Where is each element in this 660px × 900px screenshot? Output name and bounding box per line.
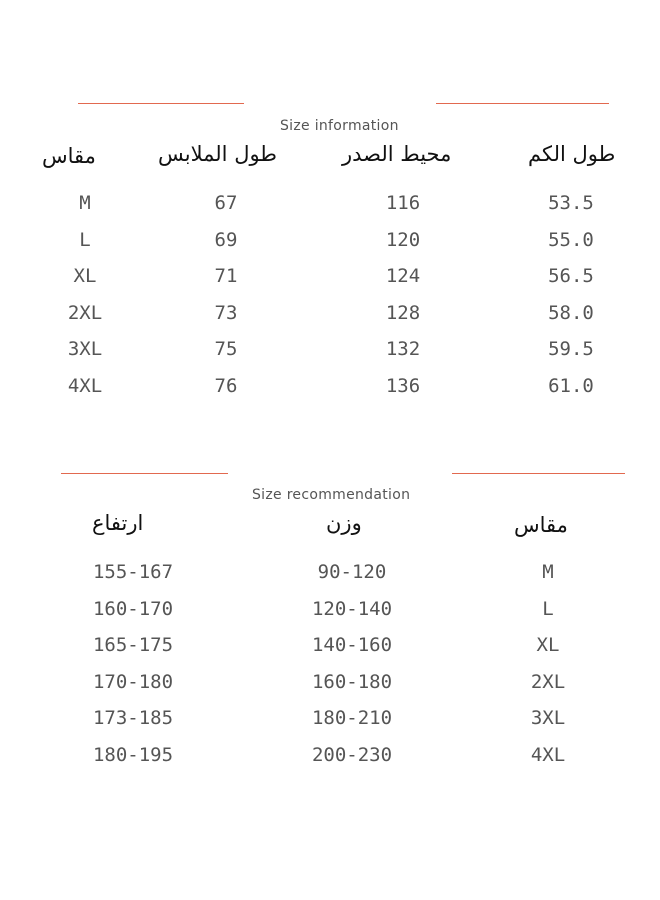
- table-cell: 71: [214, 265, 238, 288]
- table-cell: 3XL: [530, 707, 566, 730]
- table-cell: 136: [385, 375, 421, 397]
- table-cell: 173-185: [92, 707, 174, 730]
- table-cell: 76: [214, 375, 238, 397]
- table-cell: 180-195: [92, 744, 174, 766]
- header-size-2: مقاس: [514, 513, 568, 537]
- header-size: مقاس: [42, 144, 96, 168]
- table-cell: 2XL: [67, 301, 103, 324]
- section2-right-rule: [452, 473, 625, 474]
- table-cell: 124: [385, 265, 421, 288]
- table-cell: XL: [73, 265, 97, 288]
- table-cell: 55.0: [548, 228, 594, 251]
- table-cell: 53.5: [548, 192, 594, 214]
- table-cell: 67: [214, 192, 238, 214]
- table-cell: 59.5: [548, 338, 594, 361]
- header-weight: وزن: [326, 511, 362, 535]
- table-cell: 56.5: [548, 265, 594, 288]
- table-cell: 4XL: [67, 375, 103, 397]
- header-height: ارتفاع: [92, 511, 144, 535]
- table-cell: 140-160: [311, 634, 393, 657]
- size-information-title: Size information: [280, 118, 399, 134]
- table-cell: 160-170: [92, 597, 174, 620]
- table-cell: 69: [214, 228, 238, 251]
- header-chest: محيط الصدر: [342, 142, 452, 166]
- table-cell: 180-210: [311, 707, 393, 730]
- table-cell: 120-140: [311, 597, 393, 620]
- table-cell: XL: [536, 634, 560, 657]
- table-cell: 4XL: [530, 744, 566, 766]
- header-garment-length: طول الملابس: [158, 142, 278, 166]
- table-cell: 170-180: [92, 670, 174, 693]
- table-cell: 61.0: [548, 375, 594, 397]
- table-cell: 75: [214, 338, 238, 361]
- table-cell: 128: [385, 301, 421, 324]
- table-cell: 165-175: [92, 634, 174, 657]
- table-cell: 73: [214, 301, 238, 324]
- section1-right-rule: [436, 103, 609, 104]
- table-cell: 2XL: [530, 670, 566, 693]
- table-cell: 120: [385, 228, 421, 251]
- table-cell: L: [79, 228, 91, 251]
- table-cell: 116: [385, 192, 421, 214]
- table-cell: 200-230: [311, 744, 393, 766]
- table-cell: 160-180: [311, 670, 393, 693]
- table-cell: 132: [385, 338, 421, 361]
- table-cell: 90-120: [317, 561, 387, 583]
- section1-left-rule: [78, 103, 244, 104]
- header-sleeve-length: طول الكم: [528, 142, 616, 166]
- section2-left-rule: [61, 473, 228, 474]
- table-cell: M: [542, 561, 554, 583]
- table-cell: L: [542, 597, 554, 620]
- table-cell: 3XL: [67, 338, 103, 361]
- table-cell: 155-167: [92, 561, 174, 583]
- table-cell: M: [79, 192, 91, 214]
- table-cell: 58.0: [548, 301, 594, 324]
- size-recommendation-title: Size recommendation: [252, 487, 411, 503]
